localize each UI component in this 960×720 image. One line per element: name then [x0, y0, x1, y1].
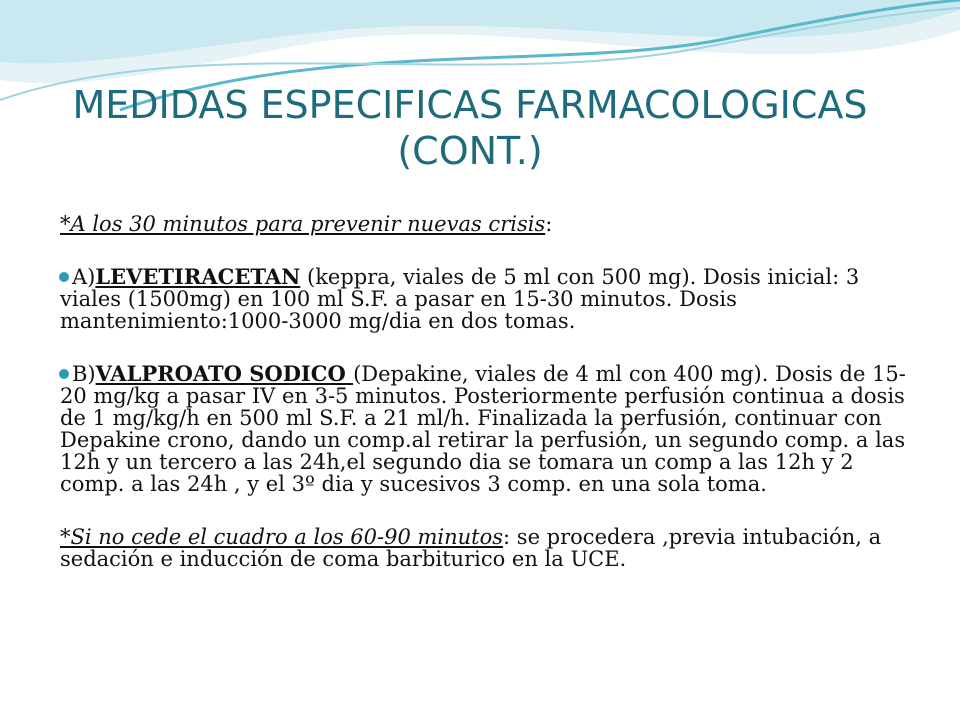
- page-title: [60, 82, 880, 174]
- item-description: (keppra, viales de 5 ml con 500 mg). Dosis inicial: 3 viales (1500mg) en 100 ml S.F. a pasar en 15-30 minutos. Dosis mantenimiento:1000-3000 mg/dia en dos tomas.: [60, 265, 860, 333]
- item-prefix: B): [72, 362, 96, 386]
- title-line-2: (CONT.): [397, 129, 543, 173]
- final-paragraph: [60, 526, 910, 570]
- drug-name: VALPROATO SODICO: [95, 361, 354, 386]
- final-emphasis: *Si no cede el cuadro a los 60-90 minutos: [60, 525, 504, 549]
- slide-body: [60, 205, 910, 570]
- item-description: (Depakine, viales de 4 ml con 400 mg). Dosis de 15-20 mg/kg a pasar IV en 3-5 minutos. Posteriormente perfusión continua a dosis de 1 mg/kg/h en 500 ml S.F. a 21 ml/h. Finalizada la perfusión, continuar con Depakine crono, dando un comp.al retirar la perfusión, un segundo comp. a las 12h y un tercero a las 24h,el segundo dia se tomara un comp a las 12h y 2 comp. a las 24h , y el 3º dia y sucesivos 3 comp. en una sola toma.: [60, 362, 906, 496]
- list-item-text: [60, 363, 910, 495]
- list-item-text: [60, 266, 910, 332]
- bullet-dot-icon: [59, 272, 69, 282]
- list-item-levetiracetan: [60, 266, 910, 332]
- intro-paragraph: [60, 213, 910, 235]
- list-item-valproato: [60, 363, 910, 495]
- title-line-1: MEDIDAS ESPECIFICAS FARMACOLOGICAS: [72, 83, 868, 127]
- final-text: : se procedera ,previa intubación, a sedación e inducción de coma barbiturico en la UCE.: [60, 525, 882, 571]
- drug-name: LEVETIRACETAN: [95, 264, 301, 289]
- intro-colon: :: [545, 212, 553, 236]
- item-prefix: A): [72, 265, 96, 289]
- intro-heading: *A los 30 minutos para prevenir nuevas crisis: [60, 212, 546, 236]
- bullet-dot-icon: [59, 369, 69, 379]
